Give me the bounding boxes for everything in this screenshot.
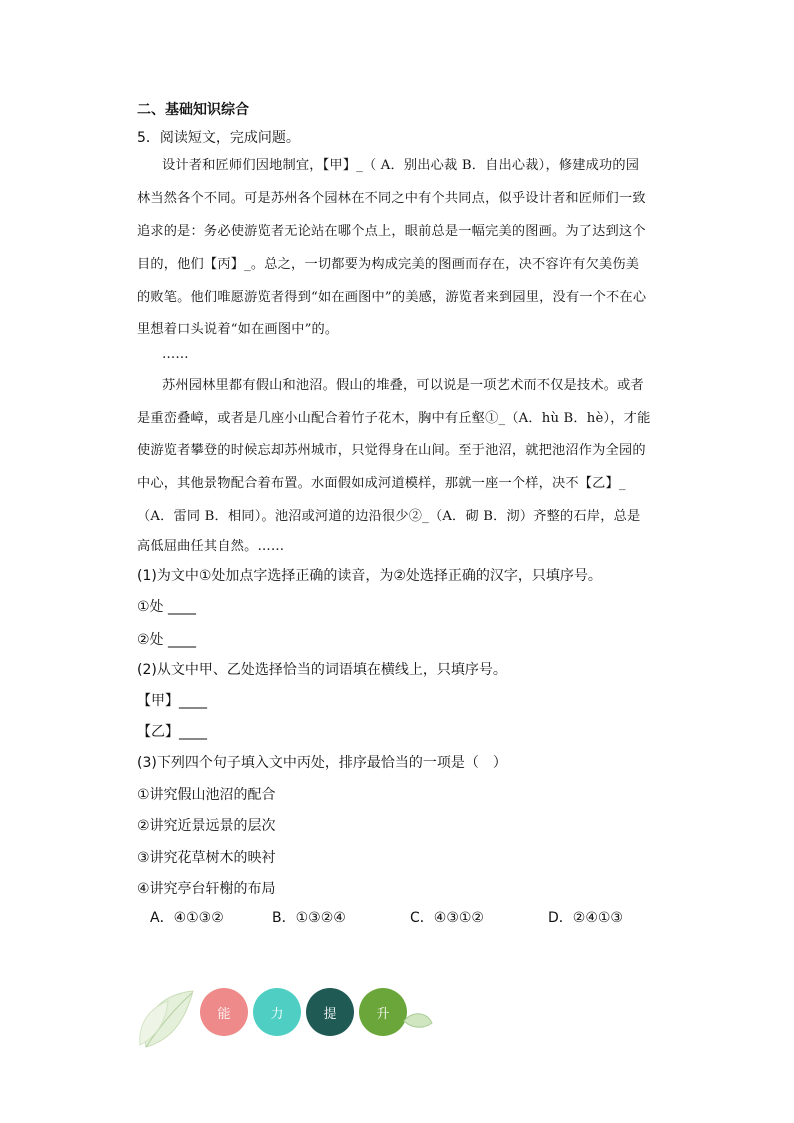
- sub-question-3: (3)下列四个句子填入文中丙处，排序最恰当的一项是（ ）: [137, 755, 507, 771]
- option-c[interactable]: C．④③①②: [410, 910, 484, 926]
- passage-line: 设计者和匠师们因地制宜，【甲】_（ A．别出心裁 B．自出心裁），修建成功的园: [162, 158, 640, 173]
- small-leaf-icon: [402, 1009, 434, 1031]
- answer-blank-2: ②处 ____: [137, 632, 197, 648]
- passage-line: （A．雷同 B．相同）。池沼或河道的边沿很少②_（A．砌 B．沏）齐整的石岸，总是: [137, 509, 641, 524]
- option-a[interactable]: A．④①③②: [150, 910, 224, 926]
- leaf-decoration-icon: [138, 987, 208, 1049]
- option-d[interactable]: D．②④①③: [548, 910, 623, 926]
- passage-ellipsis: ……: [162, 347, 189, 362]
- passage-line: 使游览者攀登的时候忘却苏州城市，只觉得身在山间。至于池沼，就把池沼作为全园的: [137, 443, 646, 458]
- passage-line: 里想着口头说着“如在画图中”的。: [137, 322, 339, 337]
- sentence-item: ①讲究假山池沼的配合: [137, 787, 276, 803]
- ability-banner: [130, 985, 440, 1055]
- passage-line: 目的，他们【丙】_。总之，一切都要为构成完美的图画而存在，决不容许有欠美伤美: [137, 257, 640, 272]
- sub-question-1: (1)为文中①处加点字选择正确的读音，为②处选择正确的汉字，只填序号。: [137, 568, 602, 584]
- passage-line: 中心，其他景物配合着布置。水面假如成河道模样，那就一座一个样，决不【乙】_: [137, 476, 626, 491]
- sentence-item: ③讲究花草树木的映衬: [137, 850, 276, 866]
- passage-line: 是重峦叠嶂，或者是几座小山配合着竹子花木，胸中有丘壑①_（A．hù B．hè），才能: [137, 411, 651, 426]
- question-intro: 5．阅读短文，完成问题。: [137, 130, 300, 146]
- badge-circle: 能: [200, 988, 248, 1036]
- answer-blank-yi: 【乙】____: [137, 724, 207, 740]
- answer-blank-jia: 【甲】____: [137, 693, 207, 709]
- section-title: 二、基础知识综合: [137, 102, 249, 118]
- sentence-item: ②讲究近景远景的层次: [137, 818, 276, 834]
- badge-circle: 力: [253, 988, 301, 1036]
- answer-options: [150, 908, 623, 928]
- badge-circle: 升: [359, 988, 407, 1036]
- passage-line: 高低屈曲任其自然。……: [137, 539, 285, 554]
- sub-question-2: (2)从文中甲、乙处选择恰当的词语填在横线上，只填序号。: [137, 662, 507, 678]
- passage-line: 追求的是：务必使游览者无论站在哪个点上，眼前总是一幅完美的图画。为了达到这个: [137, 224, 646, 239]
- passage-line: 苏州园林里都有假山和池沼。假山的堆叠，可以说是一项艺术而不仅是技术。或者: [162, 378, 644, 393]
- answer-blank-1: ①处 ____: [137, 599, 197, 615]
- passage-line: 的败笔。他们唯愿游览者得到“如在画图中”的美感，游览者来到园里，没有一个不在心: [137, 290, 647, 305]
- sentence-item: ④讲究亭台轩榭的布局: [137, 881, 276, 897]
- badge-circle: 提: [306, 988, 354, 1036]
- option-b[interactable]: B．①③②④: [272, 910, 346, 926]
- passage-line: 林当然各个不同。可是苏州各个园林在不同之中有个共同点，似乎设计者和匠师们一致: [137, 191, 646, 206]
